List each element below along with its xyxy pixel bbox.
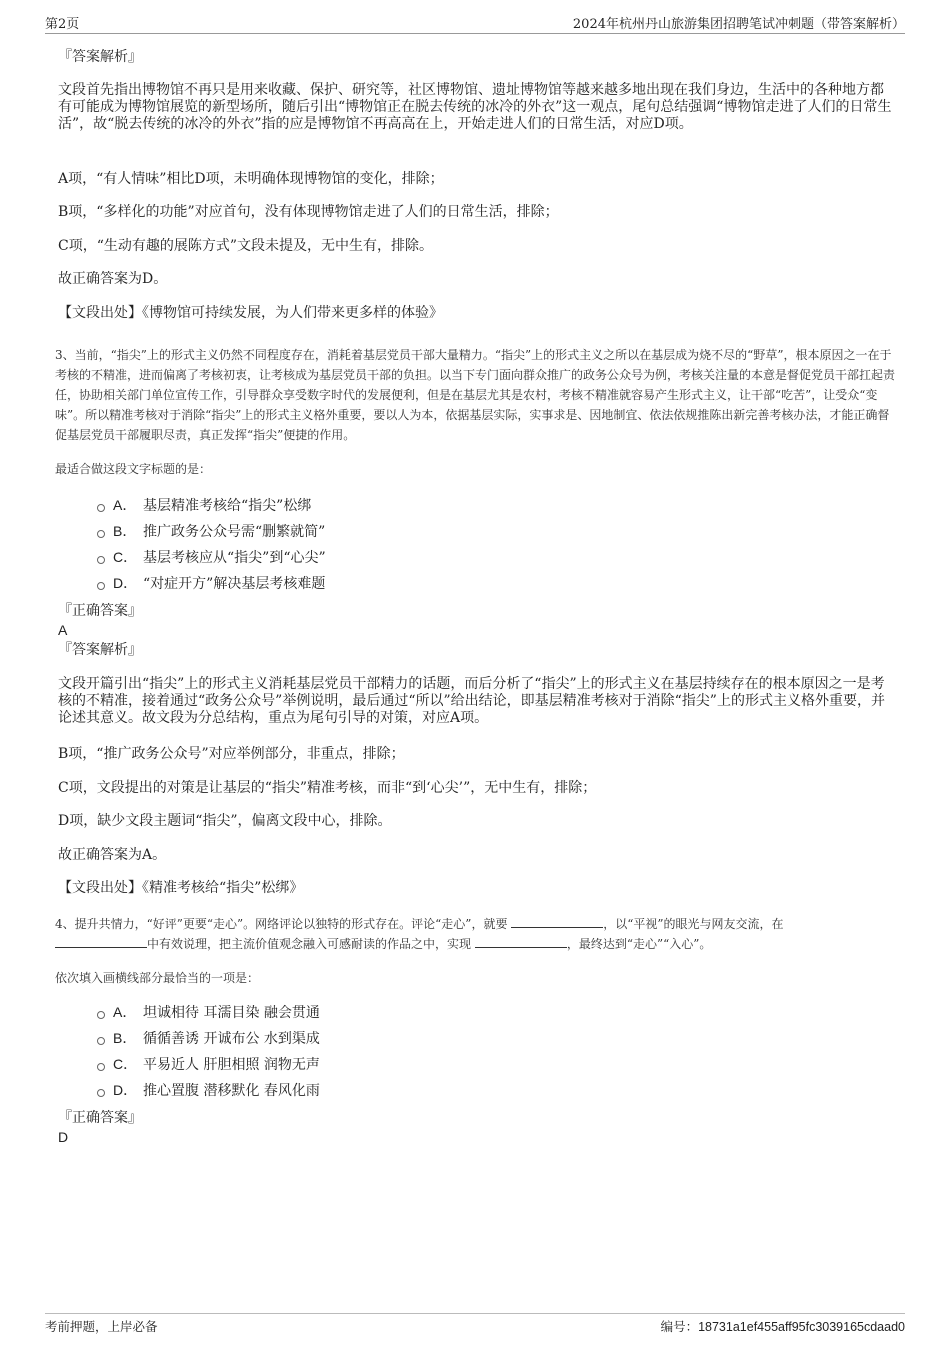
blank-2[interactable] xyxy=(55,935,147,948)
radio-icon[interactable] xyxy=(97,530,105,538)
q3-option-b[interactable]: B． 推广政务公众号需“删繁就简” xyxy=(97,518,326,544)
q2-analysis-text: 文段首先指出博物馆不再只是用来收藏、保护、研究等，社区博物馆、遗址博物馆等越来越多地出现在我们身边，生活中的各种地方都有可能成为博物馆展览的新型场所，随后引出“博物馆正在脱去传统的冰冷的外衣”这一观点，尾句总结强调“博物馆走进了人们的日常生活”，故“脱去传统的冰冷的外衣”指的应是博物馆不再高高在上，开始走进人们的日常生活，对应D项。 xyxy=(58,82,892,132)
q2-point-b: B项，“多样化的功能”对应首句，没有体现博物馆走进了人们的日常生活，排除； xyxy=(58,204,559,220)
q3-question: 最适合做这段文字标题的是： xyxy=(55,462,212,476)
q4-stem: 4、提升共情力，“好评”更要“走心”。网络评论以独特的形式存在。评论“走心”，就要 ，以“平视”的眼光与网友交流，在 中有效说理，把主流价值观念融入可感耐读的作品之中，实现 ，最终达到“走心”“入心”。 xyxy=(55,917,784,951)
q3-analysis-label: 『答案解析』 xyxy=(58,642,142,658)
q3-source: 【文段出处】《精准考核给“指尖”松绑》 xyxy=(58,880,304,896)
blank-3[interactable] xyxy=(475,935,567,948)
q3-point-c: C项，文段提出的对策是让基层的“指尖”精准考核，而非“到‘心尖’”，无中生有，排除； xyxy=(58,780,597,796)
blank-1[interactable] xyxy=(511,915,603,928)
footer-slogan: 考前押题，上岸必备 xyxy=(45,1319,158,1334)
q4-question: 依次填入画横线部分最恰当的一项是： xyxy=(55,971,260,985)
q2-conclusion: 故正确答案为D。 xyxy=(58,271,168,287)
radio-icon[interactable] xyxy=(97,582,105,590)
q3-option-c[interactable]: C． 基层考核应从“指尖”到“心尖” xyxy=(97,544,326,570)
radio-icon[interactable] xyxy=(97,556,105,564)
q3-answer-label: 『正确答案』 xyxy=(58,603,142,619)
radio-icon[interactable] xyxy=(97,1011,105,1019)
q3-conclusion: 故正确答案为A。 xyxy=(58,847,167,863)
q3-point-d: D项，缺少文段主题词“指尖”，偏离文段中心，排除。 xyxy=(58,813,392,829)
q2-source: 【文段出处】《博物馆可持续发展，为人们带来更多样的体验》 xyxy=(58,305,443,321)
q4-option-b[interactable]: B． 循循善诱 开诚布公 水到渠成 xyxy=(97,1025,320,1051)
page-footer xyxy=(45,1313,905,1334)
q4-answer-label: 『正确答案』 xyxy=(58,1110,142,1126)
q2-analysis-label: 『答案解析』 xyxy=(58,49,142,65)
q4-option-a[interactable]: A． 坦诚相待 耳濡目染 融会贯通 xyxy=(97,999,320,1025)
q2-point-c: C项，“生动有趣的展陈方式”文段未提及，无中生有，排除。 xyxy=(58,238,434,254)
page-header xyxy=(45,13,905,34)
q3-point-b: B项，“推广政务公众号”对应举例部分，非重点，排除； xyxy=(58,746,405,762)
q3-analysis-text: 文段开篇引出“指尖”上的形式主义消耗基层党员干部精力的话题，而后分析了“指尖”上的形式主义在基层持续存在的根本原因之一是考核的不精准，接着通过“政务公众号”举例说明，最后通过“所以”给出结论，即基层精准考核对于消除“指尖”上的形式主义格外重要，并论述其意义。故文段为分总结构，重点为尾句引导的对策，对应A项。 xyxy=(58,676,885,726)
q4-answer: D xyxy=(58,1129,69,1145)
radio-icon[interactable] xyxy=(97,1063,105,1071)
q2-point-a: A项，“有人情味”相比D项，未明确体现博物馆的变化，排除； xyxy=(58,171,444,187)
radio-icon[interactable] xyxy=(97,1037,105,1045)
q3-stem: 3、当前，“指尖”上的形式主义仍然不同程度存在，消耗着基层党员干部大量精力。“指尖”上的形式主义之所以在基层成为烧不尽的“野草”，根本原因之一在于考核的不精准，进而偏离了考核初衷，让考核成为基层党员干部的负担。以当下专门面向群众推广的政务公众号为例，考核关注量的本意是督促党员干部扛起责任，协助相关部门单位宣传工作，引导群众享受数字时代的发展便利，但是在基层尤其是农村，考核不精准就容易产生形式主义，让干部“吃苦”，让受众“变味”。所以精准考核对于消除“指尖”上的形式主义格外重要，要以人为本，依据基层实际，实事求是、因地制宜、依法依规推陈出新完善考核办法，才能正确督促基层党员干部履职尽责，真正发挥“指尖”便捷的作用。 xyxy=(55,348,896,442)
document-title: 2024年杭州丹山旅游集团招聘笔试冲刺题（带答案解析） xyxy=(572,17,905,32)
q4-option-d[interactable]: D． 推心置腹 潜移默化 春风化雨 xyxy=(97,1077,320,1103)
q3-option-d[interactable]: D． “对症开方”解决基层考核难题 xyxy=(97,570,326,596)
q3-answer: A xyxy=(58,622,68,638)
page-number: 第2页 xyxy=(45,17,80,32)
radio-icon[interactable] xyxy=(97,504,105,512)
q3-option-a[interactable]: A． 基层精准考核给“指尖”松绑 xyxy=(97,492,326,518)
q3-options xyxy=(97,492,326,596)
q4-option-c[interactable]: C． 平易近人 肝胆相照 润物无声 xyxy=(97,1051,320,1077)
document-id: 编号：18731a1ef455aff95fc3039165cdaad0 xyxy=(660,1320,905,1334)
q4-options xyxy=(97,999,320,1103)
radio-icon[interactable] xyxy=(97,1089,105,1097)
